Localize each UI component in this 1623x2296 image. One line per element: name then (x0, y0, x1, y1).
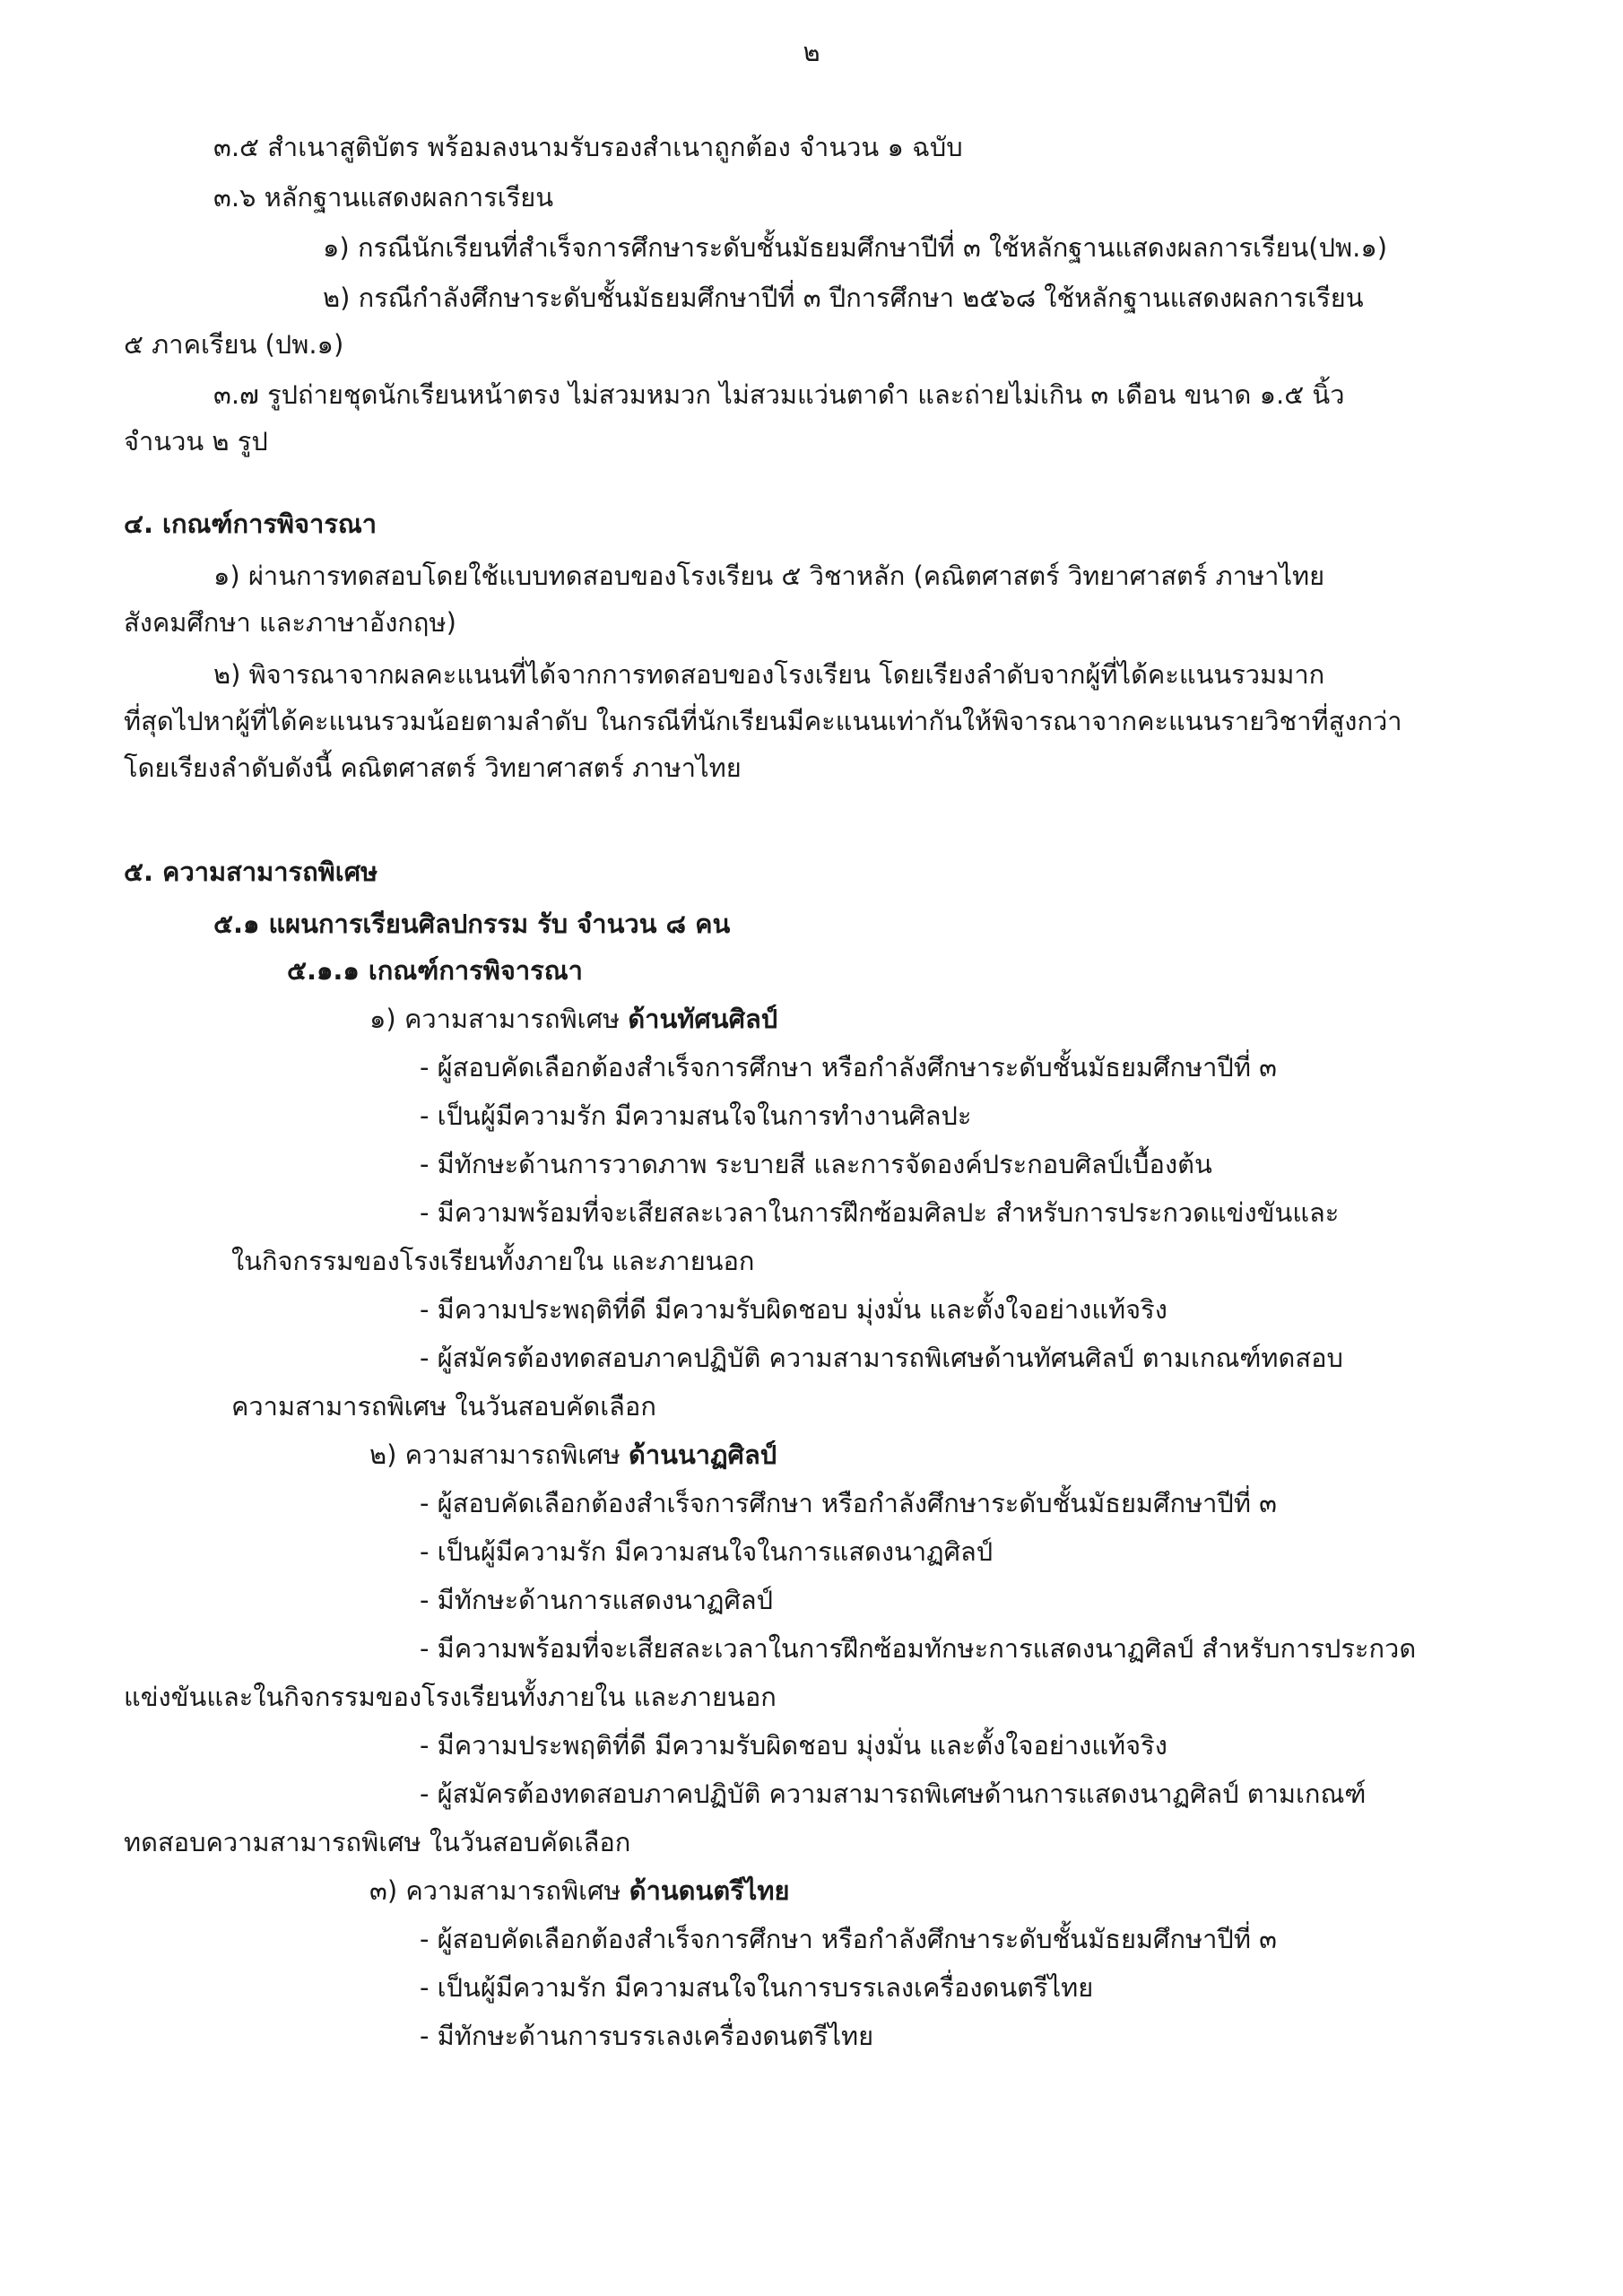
item-3-6-1: ๑) กรณีนักเรียนที่สำเร็จการศึกษาระดับชั้นมัธยมศึกษาปีที่ ๓ ใช้หลักฐานแสดงผลการเรียน(ปพ.๑) (323, 232, 1388, 263)
visual-bullet-5: - มีความประพฤติที่ดี มีความรับผิดชอบ มุ่งมั่น และตั้งใจอย่างแท้จริง (420, 1294, 1167, 1325)
visual-bullet-4-line1: - มีความพร้อมที่จะเสียสละเวลาในการฝึกซ้อมศิลปะ สำหรับการประกวดแข่งขันและ (420, 1197, 1340, 1228)
visual-bullet-1: - ผู้สอบคัดเลือกต้องสำเร็จการศึกษา หรือกำลังศึกษาระดับชั้นมัธยมศึกษาปีที่ ๓ (420, 1052, 1277, 1083)
section-5-heading: ๕. ความสามารถพิเศษ (124, 857, 378, 887)
dance-bullet-6-line1: - ผู้สมัครต้องทดสอบภาคปฏิบัติ ความสามารถพิเศษด้านการแสดงนาฏศิลป์ ตามเกณฑ์ (420, 1779, 1367, 1809)
dance-bullet-4-line2: แข่งขันและในกิจกรรมของโรงเรียนทั้งภายใน และภายนอก (124, 1682, 777, 1712)
dance-prefix: ๒) ความสามารถพิเศษ (369, 1439, 621, 1470)
criterion-2-line2: ที่สุดไปหาผู้ที่ได้คะแนนรวมน้อยตามลำดับ ในกรณีที่นักเรียนมีคะแนนเท่ากันให้พิจารณาจากคะแนนรายวิชาที่สูงกว่า (124, 706, 1402, 736)
page-number: ๒ (803, 37, 820, 67)
plan-heading: ๕.๑ แผนการเรียนศิลปกรรม รับ จำนวน ๘ คน (213, 909, 731, 939)
item-3-6-2-line1: ๒) กรณีกำลังศึกษาระดับชั้นมัธยมศึกษาปีที่ ๓ ปีการศึกษา ๒๕๖๘ ใช้หลักฐานแสดงผลการเรียน (323, 283, 1364, 313)
thai-music-heading (369, 1871, 789, 1910)
dance-bullet-2: - เป็นผู้มีความรัก มีความสนใจในการแสดงนาฏศิลป์ (420, 1536, 994, 1567)
item-3-6: ๓.๖ หลักฐานแสดงผลการเรียน (213, 182, 554, 213)
item-3-5: ๓.๕ สำเนาสูติบัตร พร้อมลงนามรับรองสำเนาถูกต้อง จำนวน ๑ ฉบับ (213, 132, 963, 162)
section-4-heading: ๔. เกณฑ์การพิจารณา (124, 509, 378, 539)
dance-bullet-4-line1: - มีความพร้อมที่จะเสียสละเวลาในการฝึกซ้อมทักษะการแสดงนาฏศิลป์ สำหรับการประกวด (420, 1633, 1417, 1664)
visual-bullet-3: - มีทักษะด้านการวาดภาพ ระบายสี และการจัดองค์ประกอบศิลป์เบื้องต้น (420, 1149, 1212, 1179)
criterion-2-line3: โดยเรียงลำดับดังนี้ คณิตศาสตร์ วิทยาศาสตร์ ภาษาไทย (124, 752, 742, 783)
criteria-heading: ๕.๑.๑ เกณฑ์การพิจารณา (287, 955, 583, 986)
item-3-7-line1: ๓.๗ รูปถ่ายชุดนักเรียนหน้าตรง ไม่สวมหมวก ไม่สวมแว่นตาดำ และถ่ายไม่เกิน ๓ เดือน ขนาด ๑.๕ นิ้ว (213, 379, 1345, 410)
visual-bullet-6-line2: ความสามารถพิเศษ ในวันสอบคัดเลือก (231, 1391, 656, 1422)
visual-bullet-4-line2: ในกิจกรรมของโรงเรียนทั้งภายใน และภายนอก (231, 1246, 755, 1276)
thai-music-title: ด้านดนตรีไทย (629, 1875, 790, 1906)
dance-bullet-1: - ผู้สอบคัดเลือกต้องสำเร็จการศึกษา หรือกำลังศึกษาระดับชั้นมัธยมศึกษาปีที่ ๓ (420, 1488, 1277, 1518)
visual-bullet-2: - เป็นผู้มีความรัก มีความสนใจในการทำงานศิลปะ (420, 1100, 972, 1131)
dance-bullet-6-line2: ทดสอบความสามารถพิเศษ ในวันสอบคัดเลือก (124, 1827, 631, 1857)
visual-arts-prefix: ๑) ความสามารถพิเศษ (369, 1004, 621, 1034)
dance-title: ด้านนาฏศิลป์ (629, 1439, 777, 1470)
item-3-6-2-line2: ๕ ภาคเรียน (ปพ.๑) (124, 329, 344, 360)
dance-bullet-5: - มีความประพฤติที่ดี มีความรับผิดชอบ มุ่งมั่น และตั้งใจอย่างแท้จริง (420, 1730, 1167, 1761)
visual-arts-heading (369, 999, 777, 1039)
criterion-1-line1: ๑) ผ่านการทดสอบโดยใช้แบบทดสอบของโรงเรียน ๕ วิชาหลัก (คณิตศาสตร์ วิทยาศาสตร์ ภาษาไทย (213, 561, 1325, 591)
thai-music-prefix: ๓) ความสามารถพิเศษ (369, 1875, 621, 1906)
music-bullet-2: - เป็นผู้มีความรัก มีความสนใจในการบรรเลงเครื่องดนตรีไทย (420, 1972, 1094, 2003)
visual-arts-title: ด้านทัศนศิลป์ (628, 1004, 778, 1034)
criterion-2-line1: ๒) พิจารณาจากผลคะแนนที่ได้จากการทดสอบของโรงเรียน โดยเรียงลำดับจากผู้ที่ได้คะแนนรวมมาก (213, 659, 1325, 690)
dance-heading (369, 1435, 777, 1474)
item-3-7-line2: จำนวน ๒ รูป (124, 426, 268, 457)
music-bullet-3: - มีทักษะด้านการบรรเลงเครื่องดนตรีไทย (420, 2021, 874, 2051)
dance-bullet-3: - มีทักษะด้านการแสดงนาฏศิลป์ (420, 1585, 774, 1615)
music-bullet-1: - ผู้สอบคัดเลือกต้องสำเร็จการศึกษา หรือกำลังศึกษาระดับชั้นมัธยมศึกษาปีที่ ๓ (420, 1924, 1277, 1954)
visual-bullet-6-line1: - ผู้สมัครต้องทดสอบภาคปฏิบัติ ความสามารถพิเศษด้านทัศนศิลป์ ตามเกณฑ์ทดสอบ (420, 1343, 1343, 1373)
criterion-1-line2: สังคมศึกษา และภาษาอังกฤษ) (124, 607, 456, 638)
